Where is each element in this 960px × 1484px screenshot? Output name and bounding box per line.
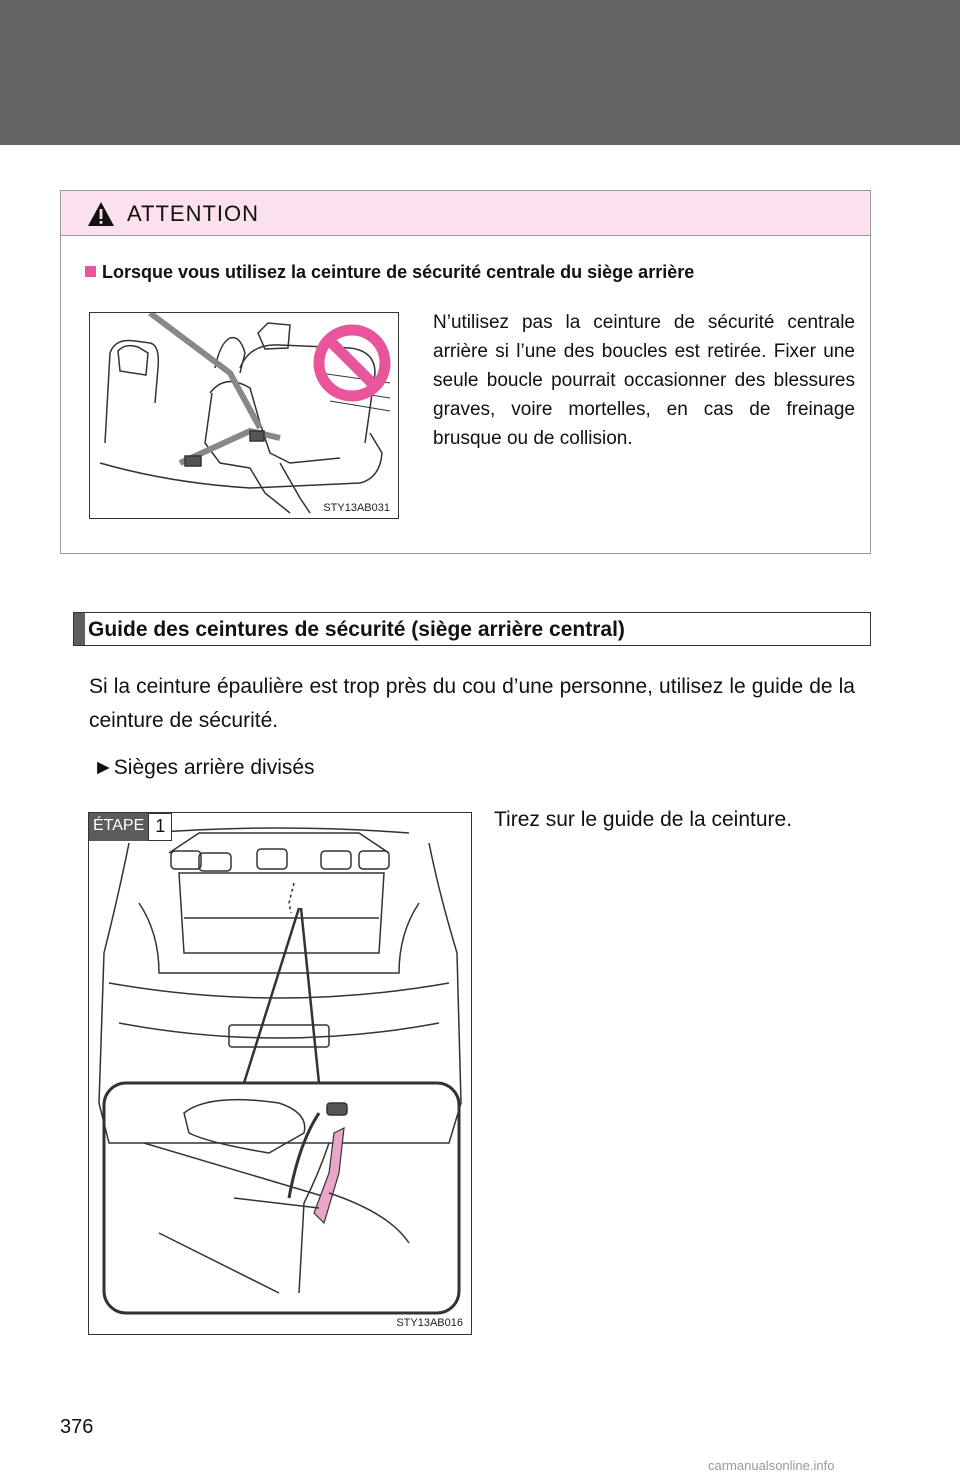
belt-guide-illustration (88, 812, 472, 1335)
step-label: ÉTAPE (89, 813, 148, 841)
warning-illustration (89, 312, 399, 519)
warning-box (60, 190, 871, 554)
step-badge (89, 813, 172, 841)
warning-subtitle-text: Lorsque vous utilisez la ceinture de sécurité centrale du siège arrière (102, 262, 695, 282)
warning-title: ATTENTION (127, 201, 260, 226)
prohibition-icon (312, 323, 392, 403)
warning-header (61, 191, 870, 236)
figure-code: STY13AB031 (323, 502, 390, 514)
warning-subtitle (85, 262, 694, 283)
page-header-band (0, 0, 960, 145)
page-number: 376 (60, 1416, 94, 1438)
figure-code: STY13AB016 (396, 1317, 463, 1329)
step-instruction: Tirez sur le guide de la ceinture. (494, 808, 793, 831)
pink-square-bullet-icon (85, 266, 96, 277)
warning-text: N’utilisez pas la ceinture de sécurité centrale arrière si l’une des boucles est retirée. Fixer une seule boucle pourrait occasionner des blessures graves, voire mortelles, en cas de freinage brusque ou de collision. (433, 312, 855, 449)
section-body-text: Si la ceinture épaulière est trop près du cou d’une personne, utilisez le guide de la ceinture de sécurité. (89, 675, 855, 732)
car-trunk-illustration (89, 813, 471, 1334)
warning-triangle-icon (86, 200, 116, 228)
section-header (73, 612, 871, 646)
section-title: Guide des ceintures de sécurité (siège arrière central) (88, 618, 625, 641)
watermark[interactable]: carmanualsonline.info (708, 1458, 835, 1473)
split-seats-item: ►Sièges arrière divisés (93, 756, 315, 779)
step-number: 1 (148, 813, 172, 841)
section-header-bar (74, 613, 85, 645)
